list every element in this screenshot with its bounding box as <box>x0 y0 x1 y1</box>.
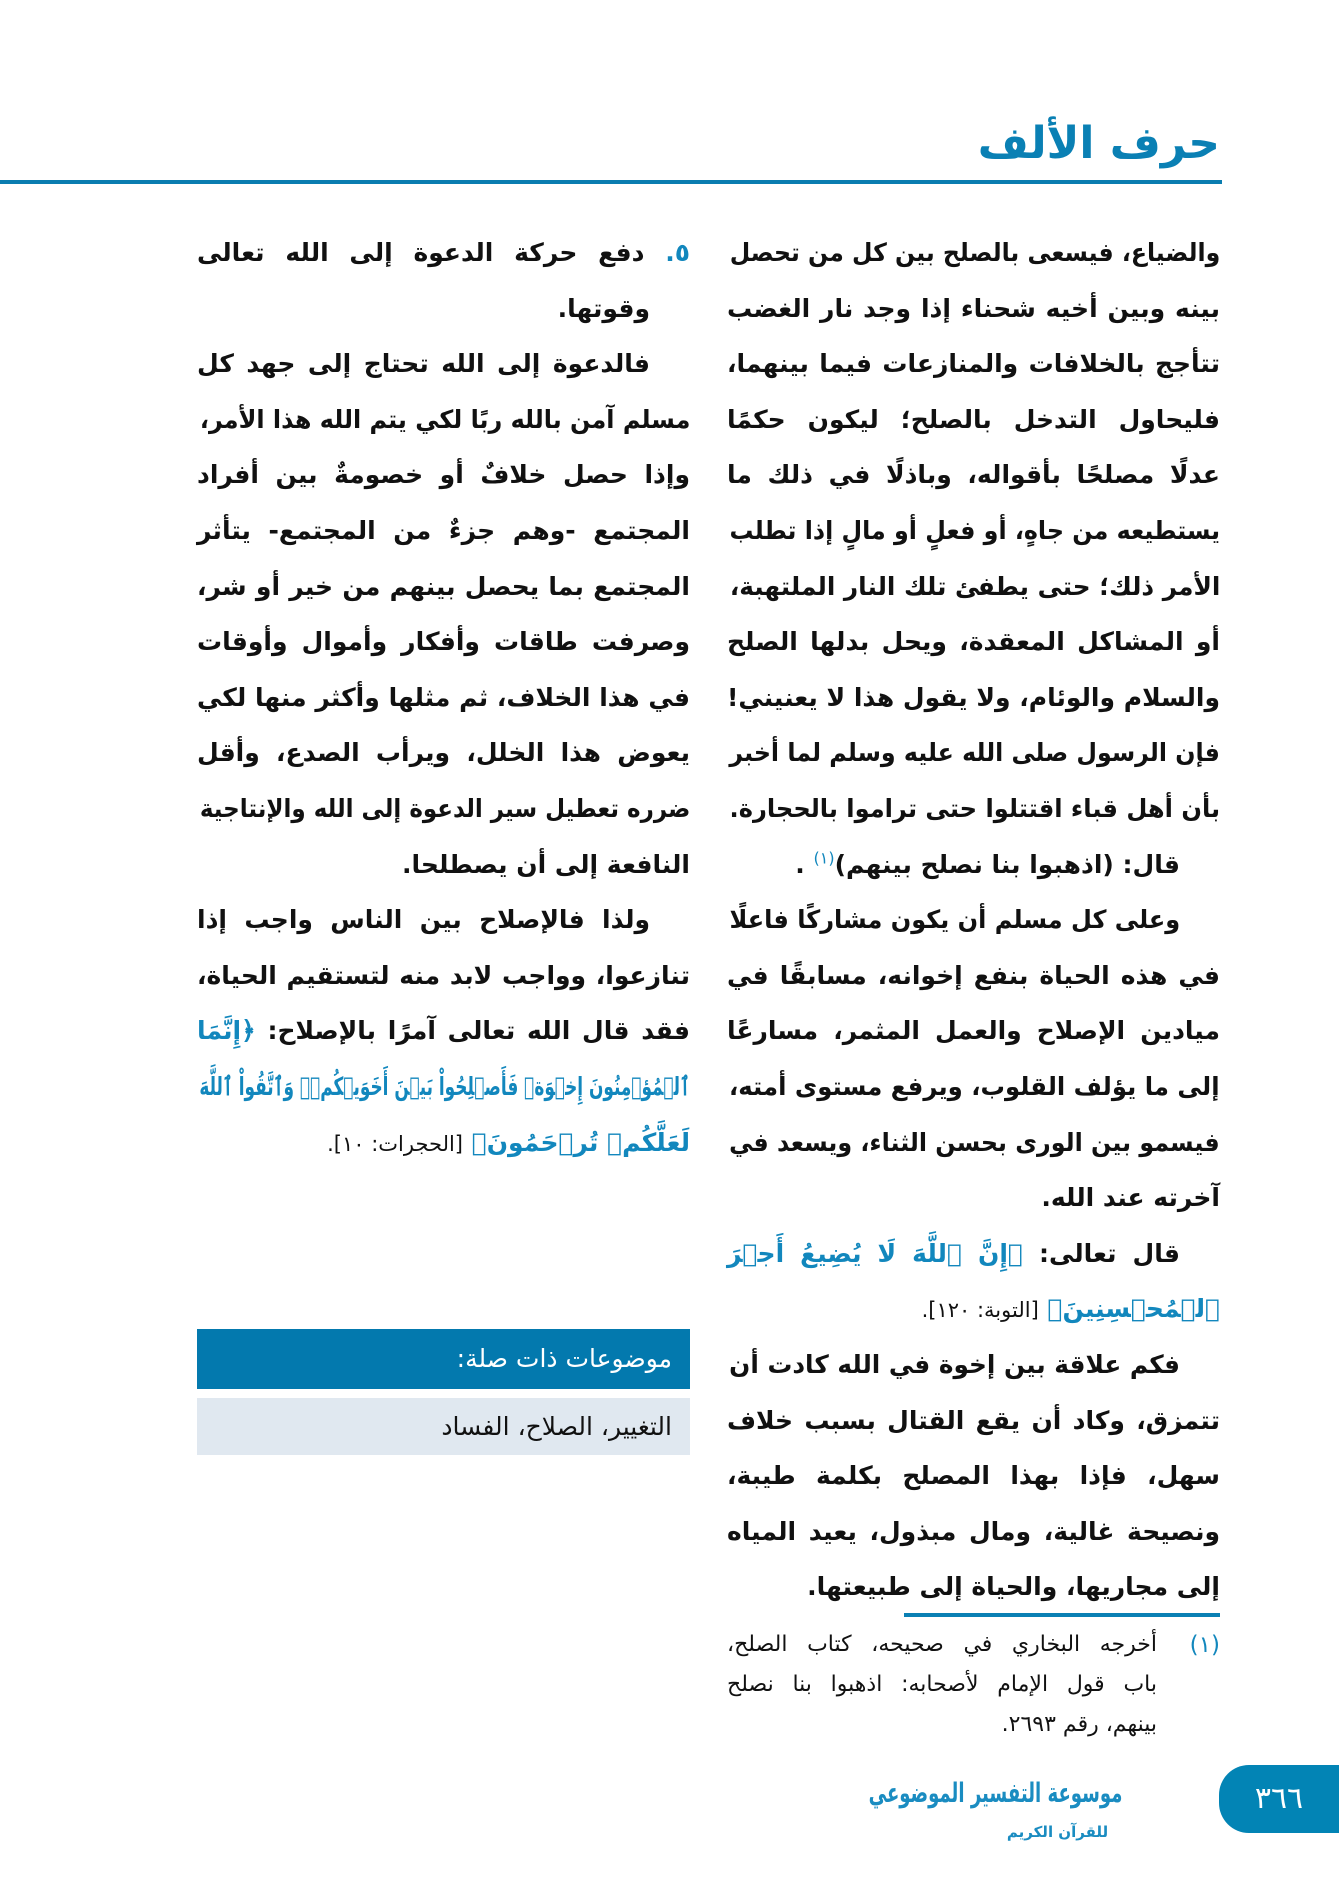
text-segment: المجتمع بما يحصل بينهم من خير أو شر، <box>197 571 690 601</box>
text-line <box>197 339 690 389</box>
text-segment: عدلًا مصلحًا بأقواله، وباذلًا في ذلك ما <box>727 460 1220 490</box>
logo-title-row <box>868 1772 1185 1816</box>
text-line <box>197 562 690 612</box>
text-line <box>197 1062 690 1112</box>
text-line-content <box>197 562 690 612</box>
text-line <box>727 1340 1220 1390</box>
text-line-content <box>727 1006 1220 1056</box>
text-line <box>727 450 1220 500</box>
text-line <box>197 617 690 667</box>
text-line-content <box>727 1451 1220 1501</box>
related-topics-list: التغيير، الصلاح، الفساد <box>197 1398 690 1455</box>
left-text-column <box>197 0 690 1400</box>
list-number: ٥. <box>665 238 690 267</box>
text-segment: دفع حركة الدعوة إلى الله تعالى <box>197 238 666 267</box>
text-segment: في هذه الحياة بنفع إخوانه، مسابقًا في <box>727 960 1220 990</box>
text-segment: قال: (اذهبوا بنا نصلح بينهم) <box>834 849 1180 879</box>
text-segment: وصرفت طاقات وأفكار وأموال وأوقات <box>197 627 690 657</box>
text-line <box>727 1118 1220 1168</box>
text-line <box>727 1562 1220 1612</box>
footnote-text: أخرجه البخاري في صحيحه، كتاب الصلح، <box>727 1632 1157 1657</box>
text-segment: المجتمع -وهم جزءٌ من المجتمع- يتأثر <box>197 516 690 545</box>
right-text-column <box>727 0 1220 1602</box>
text-line <box>727 562 1220 612</box>
text-line <box>727 395 1220 445</box>
text-segment: آخرته عند الله. <box>1041 1183 1220 1213</box>
text-line <box>727 1006 1220 1056</box>
text-line <box>197 1118 690 1168</box>
text-line <box>727 1284 1220 1334</box>
text-line-content <box>197 339 650 389</box>
text-segment: فليحاول التدخل بالصلح؛ ليكون حكمًا <box>727 404 1220 434</box>
text-line <box>727 339 1220 389</box>
quran-verse: لَعَلَّكُمۡ تُرۡحَمُونَ﴾ <box>463 1127 690 1157</box>
chapter-title: حرف الألف <box>977 118 1220 169</box>
text-line-content <box>727 1396 1220 1446</box>
text-line-content <box>727 951 1220 1001</box>
text-line-content <box>729 728 1220 778</box>
text-line <box>727 784 1220 834</box>
text-segment: بينه وبين أخيه شحناء إذا وجد نار الغضب <box>727 293 1220 323</box>
footnote-divider <box>904 1613 1220 1617</box>
text-line-content <box>727 395 1220 445</box>
text-segment: ولذا فالإصلاح بين الناس واجب إذا <box>197 905 650 935</box>
text-line-content <box>729 895 1180 945</box>
footnote-line-2 <box>727 1667 1157 1703</box>
quran-verse: ٱلۡمُحۡسِنِينَ﴾ <box>1038 1294 1220 1324</box>
text-segment: ضرره تعطيل سير الدعوة إلى الله والإنتاجية <box>199 794 690 823</box>
text-segment: تتأجج بالخلافات والمنازعات فيما بينهما، <box>727 349 1220 379</box>
text-segment: تنازعوا، وواجب لابد منه لتستقيم الحياة، <box>197 960 690 990</box>
text-line <box>197 506 690 556</box>
logo-subtitle-row <box>930 1820 1185 1844</box>
quran-verse: ٱلۡمُؤۡمِنُونَ إِخۡوَةٞ فَأَصۡلِحُواْ بَيۡنَ أَخَوَيۡكُمۡۚ وَٱتَّقُواْ ٱللَّهَ <box>199 1072 690 1101</box>
text-segment: وإذا حصل خلافٌ أو خصومةٌ بين أفراد <box>197 460 690 490</box>
text-segment: قال تعالى: <box>1022 1238 1181 1268</box>
text-line <box>197 728 690 778</box>
text-segment: . <box>795 849 814 879</box>
text-line <box>727 895 1220 945</box>
text-segment: فكم علاقة بين إخوة في الله كادت أن <box>729 1350 1180 1379</box>
text-line <box>197 228 690 278</box>
text-line <box>197 395 690 445</box>
text-line-content <box>727 673 1220 723</box>
text-segment: يستطيعه من جاهٍ، أو فعلٍ أو مالٍ إذا تطلب <box>729 516 1220 545</box>
text-line <box>197 673 690 723</box>
page-number: ٣٦٦ <box>1219 1765 1339 1833</box>
text-line-content <box>197 895 650 945</box>
footnote-text: باب قول الإمام لأصحابه: اذهبوا بنا نصلح <box>727 1672 1157 1697</box>
text-line <box>197 784 690 834</box>
text-segment: ونصيحة غالية، ومال مبذول، يعيد المياه <box>727 1516 1220 1546</box>
logo-subtitle: للقرآن الكريم <box>1006 1823 1109 1841</box>
text-segment: والضياع، فيسعى بالصلح بين كل من تحصل <box>729 238 1220 267</box>
text-line-content <box>197 1118 690 1169</box>
footnote-line-1 <box>727 1627 1157 1663</box>
text-line-content <box>197 506 690 556</box>
text-line-content <box>727 1229 1180 1279</box>
text-segment: تتمزق، وكاد أن يقع القتال بسبب خلاف <box>727 1405 1220 1435</box>
text-line <box>727 617 1220 667</box>
text-segment: في هذا الخلاف، ثم مثلها وأكثر منها لكي <box>197 682 690 712</box>
text-line-content <box>199 395 690 445</box>
text-line-content <box>727 1173 1220 1223</box>
text-line-content <box>197 840 690 890</box>
text-segment: بأن أهل قباء اقتتلوا حتى تراموا بالحجارة. <box>729 794 1220 823</box>
text-line-content <box>729 784 1220 834</box>
quran-verse: ﴿إِنَّمَا <box>197 1016 256 1046</box>
text-segment: إلى ما يؤلف القلوب، ويرفع مستوى أمته، <box>729 1072 1220 1101</box>
text-line <box>197 1006 690 1056</box>
related-topics-heading: موضوعات ذات صلة: <box>197 1329 690 1389</box>
text-segment: الأمر ذلك؛ حتى يطفئ تلك النار الملتهبة، <box>729 571 1220 601</box>
text-segment: أو المشاكل المعقدة، ويحل بدلها الصلح <box>727 627 1220 657</box>
text-line <box>727 1507 1220 1557</box>
text-line-content <box>727 840 1180 890</box>
text-segment: فيسمو بين الورى بحسن الثناء، ويسعد في <box>729 1127 1220 1157</box>
text-line <box>727 1062 1220 1112</box>
text-line <box>727 284 1220 334</box>
text-line-content <box>197 450 690 500</box>
text-line <box>727 1396 1220 1446</box>
footnote-line-3 <box>727 1707 1157 1743</box>
text-segment: يعوض هذا الخلل، ويرأب الصدع، وأقل <box>197 738 690 768</box>
text-line-content <box>727 450 1220 500</box>
text-line-content <box>729 1118 1220 1168</box>
text-line <box>197 951 690 1001</box>
text-line-content <box>197 284 650 334</box>
text-segment: سهل، فإذا بهذا المصلح بكلمة طيبة، <box>727 1461 1220 1491</box>
text-line-content <box>729 1062 1220 1112</box>
text-line-content <box>197 228 690 278</box>
text-segment: فقد قال الله تعالى آمرًا بالإصلاح: <box>255 1016 690 1046</box>
text-segment: ميادين الإصلاح والعمل المثمر، مسارعًا <box>727 1016 1220 1046</box>
text-line-content <box>197 728 690 778</box>
text-segment: والسلام والوئام، ولا يقول هذا لا يعنيني! <box>727 682 1220 712</box>
verse-reference: [التوبة: ١٢٠]. <box>921 1298 1039 1323</box>
footnote-number[interactable]: (١) <box>1189 1632 1220 1658</box>
text-line <box>197 284 690 334</box>
text-line-content <box>727 284 1220 334</box>
text-line <box>727 840 1220 890</box>
verse-reference: [الحجرات: ١٠]. <box>327 1131 463 1156</box>
text-line-content <box>729 228 1220 278</box>
text-line-content <box>729 1340 1180 1390</box>
text-line-content <box>199 1062 690 1112</box>
text-line-content <box>729 562 1220 612</box>
text-line <box>727 506 1220 556</box>
text-line <box>727 228 1220 278</box>
text-line-content <box>197 1006 690 1056</box>
footnote-text: بينهم، رقم ٢٦٩٣. <box>1001 1712 1157 1737</box>
text-line <box>727 951 1220 1001</box>
text-line-content <box>197 617 690 667</box>
text-line <box>197 895 690 945</box>
text-line <box>727 728 1220 778</box>
text-segment: النافعة إلى أن يصطلحا. <box>402 849 690 879</box>
text-line <box>727 673 1220 723</box>
text-line <box>197 450 690 500</box>
text-line <box>197 840 690 890</box>
text-segment: وعلى كل مسلم أن يكون مشاركًا فاعلًا <box>729 905 1180 935</box>
text-line-content <box>729 506 1220 556</box>
text-line <box>727 1451 1220 1501</box>
text-line-content <box>199 784 690 834</box>
quran-verse: ﴿إِنَّ ٱللَّهَ لَا يُضِيعُ أَجۡرَ <box>727 1238 1023 1268</box>
encyclopedia-logo <box>868 1772 1185 1852</box>
text-line-content <box>197 951 690 1001</box>
text-segment: إلى مجاريها، والحياة إلى طبيعتها. <box>807 1572 1220 1602</box>
footnote-marker[interactable]: (١) <box>813 848 835 868</box>
text-segment: فإن الرسول صلى الله عليه وسلم لما أخبر <box>729 738 1220 768</box>
text-line-content <box>197 673 690 723</box>
text-line <box>727 1173 1220 1223</box>
text-line-content <box>727 1507 1220 1557</box>
logo-title: موسوعة التفسير الموضوعي <box>868 1778 1123 1809</box>
text-line-content <box>727 339 1220 389</box>
text-segment: مسلم آمن بالله ربًا لكي يتم الله هذا الأمر، <box>199 404 690 434</box>
text-line-content <box>727 1562 1220 1612</box>
text-line-content <box>727 617 1220 667</box>
text-line-content <box>727 1284 1220 1335</box>
text-segment: فالدعوة إلى الله تحتاج إلى جهد كل <box>197 349 650 379</box>
text-line <box>727 1229 1220 1279</box>
text-segment: وقوتها. <box>557 293 650 323</box>
